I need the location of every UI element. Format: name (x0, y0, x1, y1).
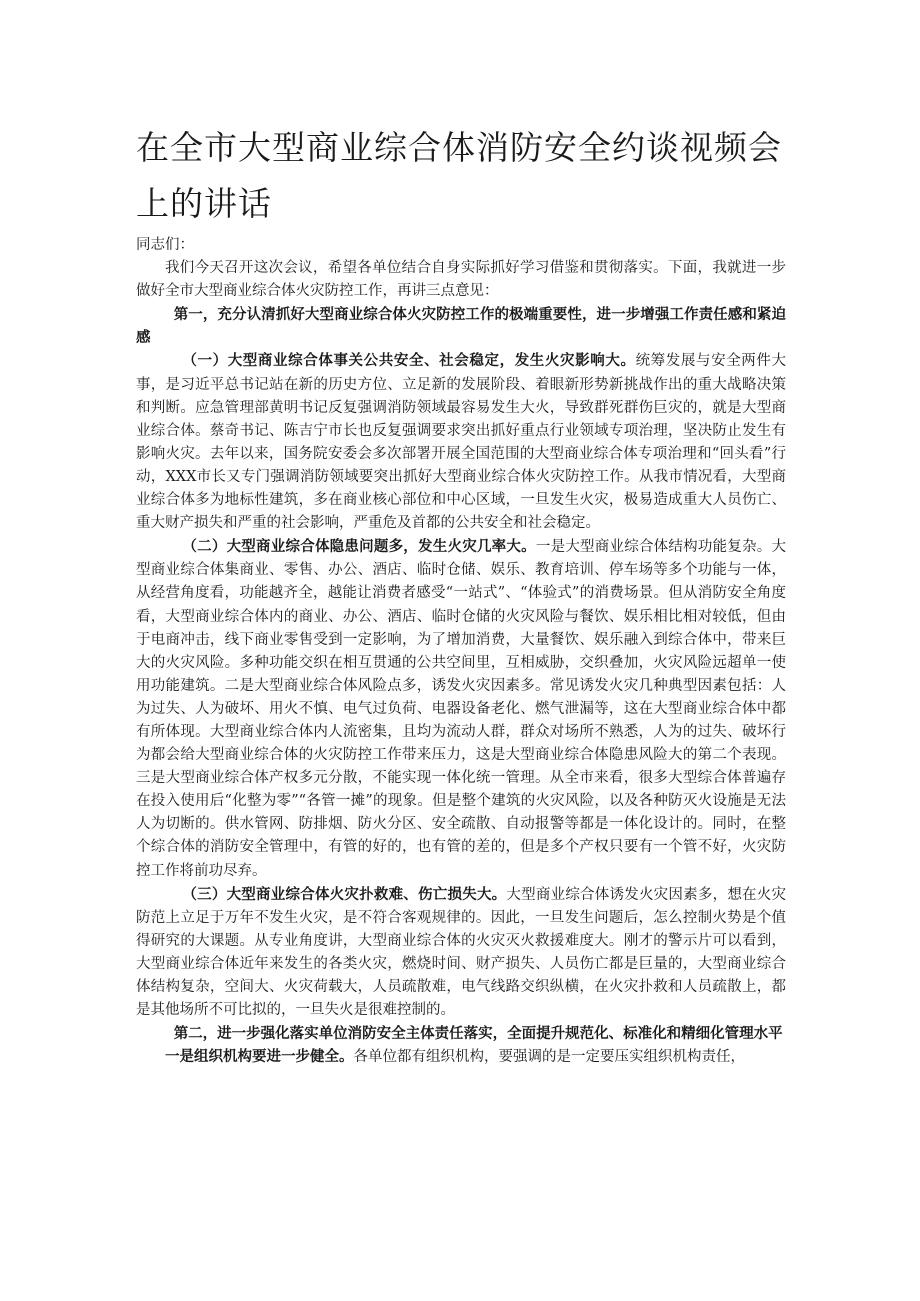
paragraph-2-text: 一是大型商业综合体结构功能复杂。大型商业综合体集商业、零售、办公、酒店、临时仓储、娱乐、教育培训、停车场等多个功能与一体，从经营角度看，功能越齐全，越能让消费者感受“一站式”、“体验式”的消费场景。但从消防安全角度看，大型商业综合体内的商业、办公、酒店、临时仓储的火灾风险与餐饮、娱乐相比相对较低，但由于电商冲击，线下商业零售受到一定影响，为了增加消费，大量餐饮、娱乐融入到综合体中，带来巨大的火灾风险。多种功能交织在相互贯通的公共空间里，互相威胁，交织叠加，火灾风险远超单一使用功能建筑。二是大型商业综合体风险点多，诱发火灾因素多。常见诱发火灾几种典型因素包括：人为过失、人为破坏、用火不慎、电气过负荷、电器设备老化、燃气泄漏等，这在大型商业综合体中都有所体现。大型商业综合体内人流密集，且均为流动人群，群众对场所不熟悉，人为的过失、破坏行为都会给大型商业综合体的火灾防控工作带来压力，这是大型商业综合体隐患风险大的第二个表现。三是大型商业综合体产权多元分散，不能实现一体化统一管理。从全市来看，很多大型综合体普遍存在投入使用后“化整为零”“各管一摊”的现象。但是整个建筑的火灾风险，以及各种防灭火设施是无法人为切断的。供水管网、防排烟、防火分区、安全疏散、自动报警等都是一体化设计的。同时，在整个综合体的消防安全管理中，有管的好的，也有管的差的，但是多个产权只要有一个管不好，火灾防控工作将前功尽弃。 (136, 539, 787, 879)
salutation: 同志们： (136, 237, 194, 253)
paragraph-3-text: 大型商业综合体诱发火灾因素多，想在火灾防范上立足于万年不发生火灾，是不符合客观规律的。因此，一旦发生问题后，怎么控制火势是个值得研究的大课题。从专业角度讲，大型商业综合体的火灾灭火救援难度大。刚才的警示片可以看到，大型商业综合体近年来发生的各类火灾，燃烧时间、财产损失、人员伤亡都是巨量的，大型商业综合体结构复杂，空间大、火灾荷载大，人员疏散难，电气线路交织纵横，在火灾扑救和人员疏散上，都是其他场所不可比拟的，一旦失火是很难控制的。 (136, 886, 787, 1019)
intro-paragraph: 我们今天召开这次会议，希望各单位结合自身实际抓好学习借鉴和贯彻落实。下面，我就进一步做好全市大型商业综合体火灾防控工作，再讲三点意见： (136, 260, 786, 300)
section-1-heading: 第一，充分认清抓好大型商业综合体火灾防控工作的极端重要性，进一步增强工作责任感和紧迫感 (136, 306, 786, 347)
paragraph-2-label: （二）大型商业综合体隐患问题多，发生火灾几率大。 (182, 538, 536, 556)
paragraph-1-label: （一）大型商业综合体事关公共安全、社会稳定，发生火灾影响大。 (182, 352, 636, 370)
paragraph-4-label: 一是组织机构要进一步健全。 (165, 1048, 354, 1066)
section-2-heading: 第二，进一步强化落实单位消防安全主体责任落实，全面提升规范化、标准化和精细化管理水平 (173, 1025, 783, 1043)
document-body (136, 234, 786, 1069)
paragraph-1-text: 统筹发展与安全两件大事，是习近平总书记站在新的历史方位、立足新的发展阶段、着眼新形势新挑战作出的重大战略决策和判断。应急管理部黄明书记反复强调消防领域最容易发生大火，导致群死群伤巨灾的，就是大型商业综合体。蔡奇书记、陈吉宁市长也反复强调要求突出抓好重点行业领域专项治理，坚决防止发生有影响火灾。去年以来，国务院安委会多次部署开展全国范围的大型商业综合体专项治理和“回头看”行动，XXX市长又专门强调消防领域要突出抓好大型商业综合体火灾防控工作。从我市情况看，大型商业综合体多为地标性建筑，多在商业核心部位和中心区域，一旦发生火灾，极易造成重大人员伤亡、重大财产损失和严重的社会影响，严重危及首都的公共安全和社会稳定。 (136, 353, 787, 532)
paragraph-1 (136, 349, 786, 535)
paragraph-3 (136, 883, 786, 1023)
paragraph-4-text: 各单位都有组织机构，要强调的是一定要压实组织机构责任， (353, 1049, 745, 1066)
paragraph-2 (136, 535, 786, 882)
paragraph-3-label: （三）大型商业综合体火灾扑救难、伤亡损失大。 (182, 885, 507, 903)
paragraph-4 (136, 1045, 786, 1069)
page-title: 在全市大型商业综合体消防安全约谈视频会上的讲话 (136, 128, 782, 223)
